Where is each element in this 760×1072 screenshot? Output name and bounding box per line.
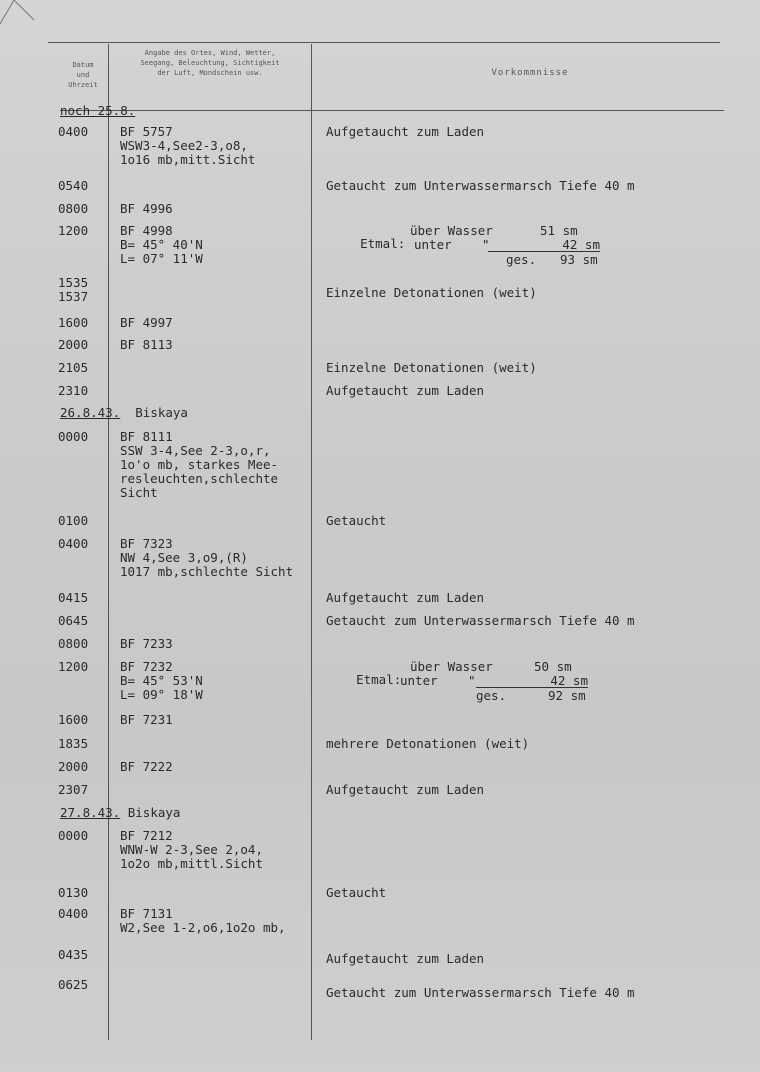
- day-date: 26.8.43.: [60, 405, 121, 420]
- row-event: Aufgetaucht zum Laden: [326, 590, 485, 605]
- row-time: 2307: [58, 782, 89, 797]
- etmal-total-value: 93 sm: [560, 252, 598, 267]
- row-time: 0100: [58, 513, 89, 528]
- row-time: 1835: [58, 736, 89, 751]
- day-heading: [60, 104, 135, 118]
- row-time: 0540: [58, 178, 89, 193]
- row-event: Aufgetaucht zum Laden: [326, 782, 485, 797]
- row-event: Getaucht: [326, 885, 387, 900]
- header-line: Uhrzeit: [68, 81, 98, 89]
- row-time: 0400: [58, 906, 89, 921]
- row-time: 0400: [58, 536, 89, 551]
- row-position: BF 4996: [120, 201, 173, 216]
- row-time: 0800: [58, 636, 89, 651]
- header-line: Seegang, Beleuchtung, Sichtigkeit: [140, 59, 280, 67]
- row-time: 0000: [58, 429, 89, 444]
- row-position: BF 7212 WNW-W 2-3,See 2,o4, 1o2o mb,mittl.Sicht: [120, 828, 263, 871]
- column-divider-1: [108, 44, 109, 1040]
- row-event: mehrere Detonationen (weit): [326, 736, 530, 751]
- row-time: 0415: [58, 590, 89, 605]
- row-time: 1600: [58, 712, 89, 727]
- day-heading: [60, 806, 180, 820]
- row-position: BF 7232 B= 45° 53'N L= 09° 18'W: [120, 659, 203, 702]
- row-time: 1200: [58, 223, 89, 238]
- row-event: Getaucht zum Unterwassermarsch Tiefe 40 m: [326, 178, 635, 193]
- row-time: 1200: [58, 659, 89, 674]
- row-event: Getaucht zum Unterwassermarsch Tiefe 40 m: [326, 613, 635, 628]
- header-line: und: [76, 71, 90, 79]
- row-position: BF 4997: [120, 315, 173, 330]
- row-time: 1535 1537: [58, 275, 89, 304]
- day-place: Biskaya: [127, 805, 181, 820]
- etmal-total-label: ges.: [506, 252, 537, 267]
- row-position: BF 7231: [120, 712, 173, 727]
- header-line: der Luft, Mondschein usw.: [157, 69, 263, 77]
- day-heading: [60, 406, 188, 420]
- row-time: 0625: [58, 977, 89, 992]
- etmal-total-label: ges.: [476, 688, 507, 703]
- row-position: BF 7233: [120, 636, 173, 651]
- row-event: Aufgetaucht zum Laden: [326, 383, 485, 398]
- row-position: BF 8113: [120, 337, 173, 352]
- row-event: Aufgetaucht zum Laden: [326, 951, 485, 966]
- etmal-ditto: ": [482, 237, 490, 252]
- row-time: 0000: [58, 828, 89, 843]
- header-rule: [60, 110, 724, 111]
- etmal-under-label: unter: [414, 237, 452, 252]
- row-position: BF 8111 SSW 3-4,See 2-3,o,r, 1o'o mb, starkes Mee- resleuchten,schlechte Sicht: [120, 429, 279, 500]
- row-time: 0400: [58, 124, 89, 139]
- row-time: 2000: [58, 337, 89, 352]
- row-time: 1600: [58, 315, 89, 330]
- row-position: BF 7323 NW 4,See 3,o9,(R) 1017 mb,schlechte Sicht: [120, 536, 294, 579]
- etmal-over-value: 50 sm: [534, 659, 572, 674]
- row-time: 2000: [58, 759, 89, 774]
- etmal-under-value: 42 sm: [476, 674, 588, 688]
- etmal-total-value: 92 sm: [548, 688, 586, 703]
- etmal-over-label: über Wasser: [410, 223, 493, 238]
- row-event: Getaucht: [326, 513, 387, 528]
- row-event: Getaucht zum Unterwassermarsch Tiefe 40 m: [326, 985, 635, 1000]
- day-date: noch 25.8.: [60, 103, 136, 118]
- header-position-weather: [112, 48, 308, 78]
- row-time: 2105: [58, 360, 89, 375]
- row-time: 0435: [58, 947, 89, 962]
- row-event: Einzelne Detonationen (weit): [326, 360, 537, 375]
- row-time: 0130: [58, 885, 89, 900]
- header-date-time: [60, 60, 106, 90]
- row-position: BF 4998 B= 45° 40'N L= 07° 11'W: [120, 223, 203, 266]
- row-time: 0800: [58, 201, 89, 216]
- etmal-over-value: 51 sm: [540, 223, 578, 238]
- top-rule: [48, 42, 720, 43]
- row-position: BF 7222: [120, 759, 173, 774]
- etmal-over-label: über Wasser: [410, 659, 493, 674]
- column-divider-2: [311, 44, 312, 1040]
- day-place: Biskaya: [135, 405, 188, 420]
- page-corner-mark: [0, 0, 34, 24]
- etmal-under-label: unter: [400, 673, 438, 688]
- row-position: BF 7131 W2,See 1-2,o6,1o2o mb,: [120, 906, 286, 935]
- header-line: Angabe des Ortes, Wind, Wetter,: [144, 49, 276, 57]
- etmal-label: Etmal:: [360, 236, 406, 251]
- etmal-ditto: ": [468, 673, 476, 688]
- header-events: Vorkommnisse: [491, 68, 569, 78]
- etmal-label: Etmal:: [356, 672, 402, 687]
- row-event: Einzelne Detonationen (weit): [326, 285, 537, 300]
- row-event: Aufgetaucht zum Laden: [326, 124, 485, 139]
- row-position: BF 5757 WSW3-4,See2-3,o8, 1o16 mb,mitt.Sicht: [120, 124, 256, 167]
- etmal-under-value: 42 sm: [488, 238, 600, 252]
- row-time: 0645: [58, 613, 89, 628]
- row-time: 2310: [58, 383, 89, 398]
- day-date: 27.8.43.: [60, 805, 121, 820]
- header-line: Datum: [72, 61, 94, 69]
